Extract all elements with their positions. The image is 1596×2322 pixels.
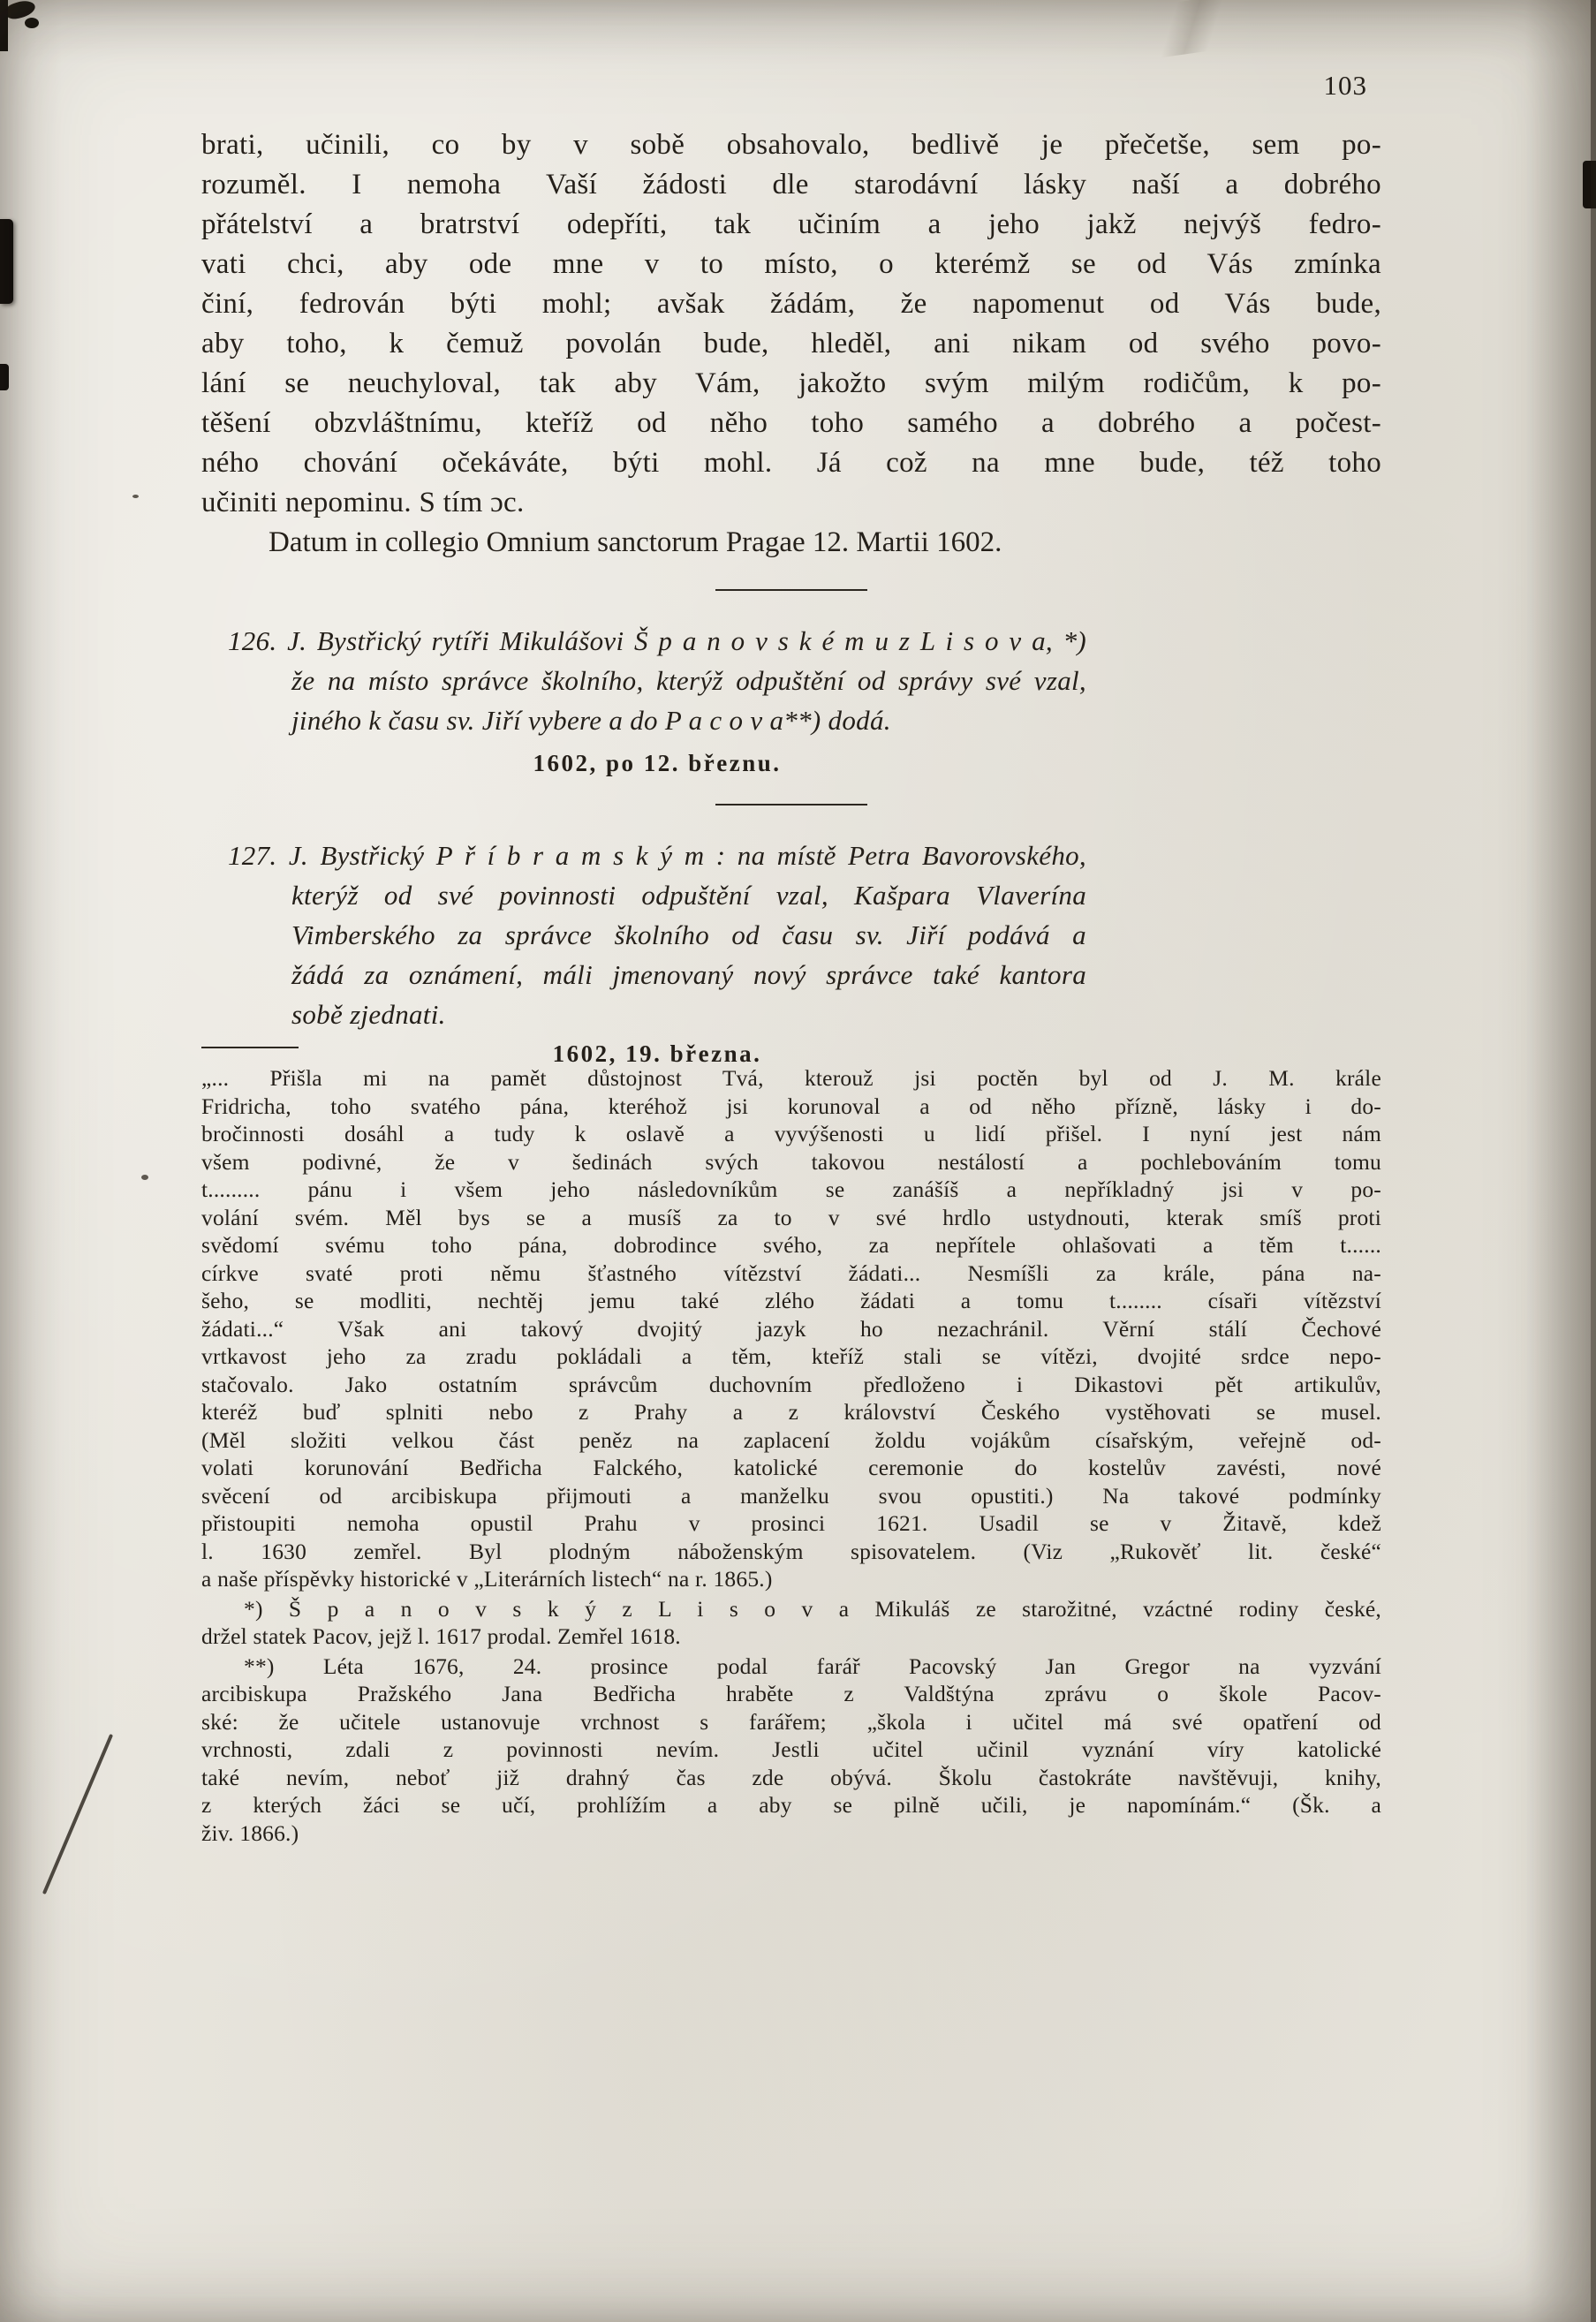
footnote-text-line: stačovalo. Jako ostatním správcům duchovním předloženo i Dikastovi pět artikulův,	[201, 1371, 1381, 1397]
footnote-text-line: vrtkavost jeho za zradu pokládali a těm, kteříž stali se vítězi, dvojité srdce nepo-	[201, 1343, 1381, 1369]
footnote-text-line: volati korunování Bedřicha Falckého, katolické ceremonie do kostelův zavésti, nové	[201, 1455, 1381, 1480]
footnote-double-star	[201, 1653, 1381, 1848]
footnote-text-line: svěcení od arcibiskupa přijmouti a manželku svou opustiti.) Na takové podmínky	[201, 1482, 1381, 1509]
register-entry-127	[228, 836, 1086, 1068]
footnote-text-line: všem podivné, že v šedinách svých takovou nestálostí a pochlebováním tomu	[201, 1148, 1381, 1175]
entry-text-line: 127. J. Bystřický P ř í b r a m s k ý m : na místě Petra Bavorovského,	[228, 840, 1086, 871]
entry-126-text	[228, 621, 1086, 740]
section-divider	[715, 804, 867, 806]
footnote-text-line: arcibiskupa Pražského Jana Bedřicha hraběte z Valdštýna zprávu o škole Pacov-	[201, 1681, 1381, 1706]
letter-body	[201, 125, 1381, 523]
footnote-text-line: a naše příspěvky historické v „Literárních listech“ na r. 1865.)	[201, 1566, 773, 1592]
footnote-text-line: kteréž buď splniti nebo z Prahy a z království Českého vystěhovati se musel.	[201, 1399, 1381, 1425]
scan-artifact-left-edge-bar	[0, 219, 13, 304]
letter-text-line: brati, učinili, co by v sobě obsahovalo, bedlivě je přečetše, sem po-	[201, 129, 1381, 161]
letter-text-line: činí, fedrován býti mohl; avšak žádám, že napomenut od Vás bude,	[201, 288, 1381, 320]
entry-text-line: jiného k času sv. Jiří vybere a do P a c o v a**) dodá.	[291, 705, 891, 736]
footnote-text-line: „... Přišla mi na pamět důstojnost Tvá, kterouž jsi poctěn byl od J. M. krále	[201, 1065, 1381, 1091]
footnote-quote	[201, 1064, 1381, 1593]
scan-artifact-left-edge-bar-small	[0, 364, 9, 390]
letter-dateline: Datum in collegio Omnium sanctorum Pragae 12. Martii 1602.	[269, 526, 1002, 558]
entry-127-date: 1602, 19. března.	[552, 1040, 762, 1067]
footnote-separator	[201, 1047, 299, 1048]
footnote-text-line: přistoupiti nemoha opustil Prahu v prosinci 1621. Usadil se v Žitavě, kdež	[201, 1510, 1381, 1536]
footnote-text-line: (Měl složiti velkou část peněz na zaplacení žoldu vojákům císařským, veřejně od-	[201, 1426, 1381, 1453]
entry-127-text	[228, 836, 1086, 1034]
scan-artifact-margin-dot	[132, 495, 139, 498]
entry-text-line: 126. J. Bystřický rytíři Mikulášovi Š p a n o v s k é m u z L i s o v a, *)	[228, 625, 1086, 656]
footnote-text-line: z kterých žáci se učí, prohlížím a aby se pilně učili, je napomínám.“ (Šk. a	[201, 1792, 1381, 1818]
scan-artifact-corner-mark	[4, 0, 37, 22]
footnote-text-line: t......... pánu i všem jeho následovníkům se zanášíš a nepříkladný jsi v po-	[201, 1176, 1381, 1202]
register-entry-126	[228, 621, 1086, 777]
letter-text-line: těšení obzvláštnímu, kteříž od něho toho samého a dobrého a počest-	[201, 407, 1381, 439]
entry-text-line: že na místo správce školního, kterýž odpuštění od správy své vzal,	[291, 665, 1086, 696]
scan-artifact-pen-stroke	[42, 1734, 113, 1895]
letter-text-line: přátelství a bratrství odepříti, tak učiním a jeho jakž nejvýš fedro-	[201, 208, 1381, 240]
scan-artifact-right-edge-shadow	[1591, 0, 1596, 2322]
footnote-text-line: žádati...“ Však ani takový dvojitý jazyk ho nezachránil. Věrní stálí Čechové	[201, 1315, 1381, 1342]
letter-text-line: vati chci, aby ode mne v to místo, o kterémž se od Vás zmínka	[201, 248, 1381, 280]
footnote-text-line: **) Léta 1676, 24. prosince podal farář Pacovský Jan Gregor na vyzvání	[244, 1653, 1381, 1679]
entry-text-line: Vimberského za správce školního od času sv. Jiří podává a	[291, 919, 1086, 950]
scan-artifact-margin-dot	[141, 1175, 148, 1180]
footnote-text-line: také nevím, neboť již drahný čas zde obývá. Školu častokráte navštěvuji, knihy,	[201, 1764, 1381, 1790]
entry-text-line: kterýž od své povinnosti odpuštění vzal, Kašpara Vlaverína	[291, 880, 1086, 911]
footnote-text-line: Fridricha, toho svatého pána, kteréhož jsi korunoval a od něho přízně, lásky i do-	[201, 1093, 1381, 1119]
letter-text-line: učiniti nepominu. S tím ɔc.	[201, 487, 525, 518]
letter-text-line: lání se neuchyloval, tak aby Vám, jakožto svým milým rodičům, k po-	[201, 367, 1381, 399]
page-content	[201, 71, 1381, 1847]
scan-artifact-left-edge-top	[0, 0, 8, 51]
footnote-text-line: ské: že učitele ustanovuje vrchnost s farářem; „škola i učitel má své opatření od	[201, 1708, 1381, 1735]
footnote-text-line: bročinnosti dosáhl a tudy k oslavě a vyvýšenosti u lidí přišel. I nyní jest nám	[201, 1121, 1381, 1146]
section-divider	[715, 589, 867, 591]
entry-text-line: sobě zjednati.	[291, 999, 446, 1030]
entry-text-line: žádá za oznámení, máli jmenovaný nový správce také kantora	[291, 959, 1086, 990]
footnote-text-line: živ. 1866.)	[201, 1819, 299, 1846]
letter-text-line: rozuměl. I nemoha Vaší žádosti dle starodávní lásky naší a dobrého	[201, 169, 1381, 200]
footnote-text-line: držel statek Pacov, jejž l. 1617 prodal. Zemřel 1618.	[201, 1623, 681, 1649]
footnote-text-line: šeho, se modliti, nechtěj jemu také zlého žádati a tomu t........ císaři vítězství	[201, 1288, 1381, 1313]
letter-text-line: aby toho, k čemuž povolán bude, hleděl, ani nikam od svého povo-	[201, 328, 1381, 359]
footnote-text-line: *) Š p a n o v s k ý z L i s o v a Mikuláš ze starožitné, vzáctné rodiny české,	[244, 1595, 1381, 1622]
footnote-text-line: volání svém. Měl bys se a musíš za to v své hrdlo ustydnouti, kterak smíš proti	[201, 1204, 1381, 1230]
footnotes-section	[201, 1064, 1381, 1847]
page-number: 103	[1323, 70, 1367, 101]
footnote-star	[201, 1595, 1381, 1651]
scan-artifact-right-edge-mark	[1583, 161, 1596, 208]
footnote-text-line: vrchnosti, zdali z povinnosti nevím. Jestli učitel učinil vyznání víry katolické	[201, 1736, 1381, 1762]
letter-text-line: ného chování očekáváte, býti mohl. Já což na mne bude, též toho	[201, 447, 1381, 479]
scan-artifact-top-smudge	[1084, 0, 1301, 67]
scan-artifact-corner-dot	[25, 18, 39, 28]
entry-126-date: 1602, po 12. březnu.	[533, 750, 782, 776]
footnote-text-line: církve svaté proti němu šťastného vítězství žádati... Nesmíšli za krále, pána na-	[201, 1259, 1381, 1286]
footnote-text-line: svědomí svému toho pána, dobrodince svého, za nepřítele ohlašovati a těm t......	[201, 1232, 1381, 1258]
footnote-text-line: l. 1630 zemřel. Byl plodným náboženským spisovatelem. (Viz „Rukověť lit. české“	[201, 1538, 1381, 1564]
